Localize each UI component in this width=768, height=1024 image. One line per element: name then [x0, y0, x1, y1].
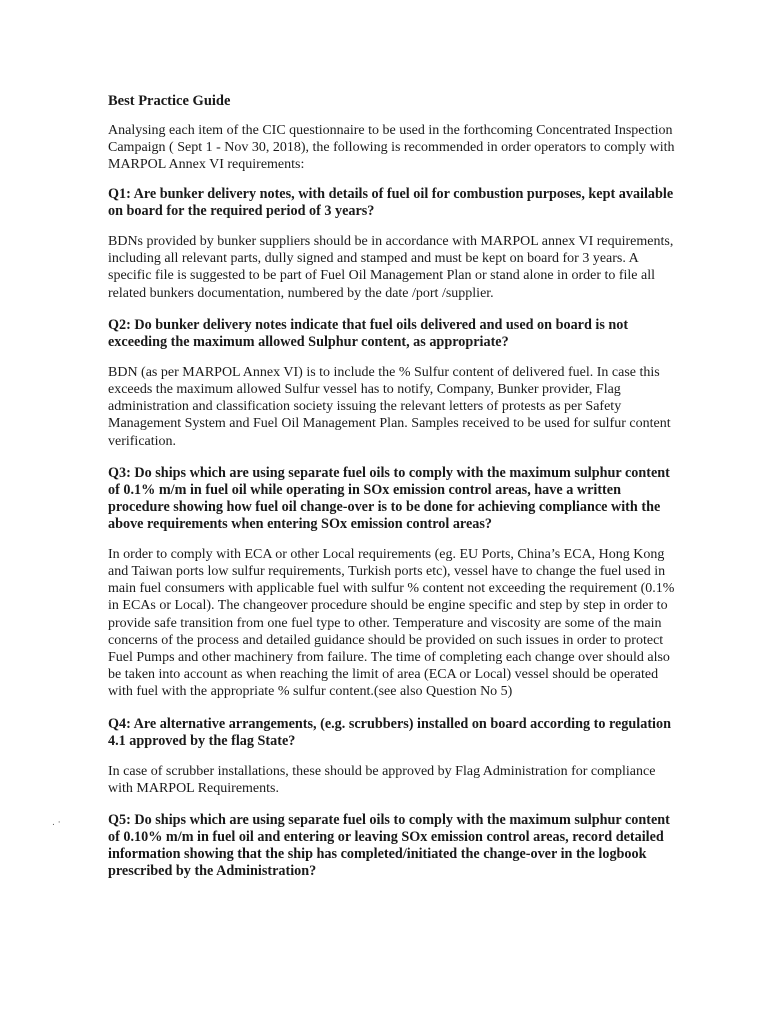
question-1: Q1: Are bunker delivery notes, with details of fuel oil for combustion purposes, kept available on board for the required period of 3 years? [108, 186, 674, 219]
answer-4: In case of scrubber installations, these should be approved by Flag Administration for compliance with MARPOL Requirements. [108, 763, 656, 796]
answer-1: BDNs provided by bunker suppliers should be in accordance with MARPOL annex VI requirements, including all relevant parts, dully signed and stamped and must be kept on board for 3 years. A specific file is suggested to be part of Fuel Oil Management Plan or stand alone in order to file all related bunkers documentation, numbered by the date /port /supplier. [108, 234, 674, 301]
qa-item-5 [108, 812, 678, 880]
intro-paragraph: Analysing each item of the CIC questionnaire to be used in the forthcoming Concentrated Inspection Campaign ( Sept 1 - Nov 30, 2018), the following is recommended in order operators to comply with MARPOL Annex VI requirements: [108, 123, 675, 172]
qa-item-3 [108, 465, 678, 701]
question-3: Q3: Do ships which are using separate fuel oils to comply with the maximum sulphur content of 0.1% m/m in fuel oil while operating in SOx emission control areas, have a written procedure showing how fuel oil change-over is to be done for achieving compliance with the above requirements when entering SOx emission control areas? [108, 464, 670, 532]
document-title: Best Practice Guide [108, 93, 231, 109]
scan-speck-mark: . · [52, 818, 61, 828]
question-5: Q5: Do ships which are using separate fuel oils to comply with the maximum sulphur content of 0.10% m/m in fuel oil and entering or leaving SOx emission control areas, record detailed information showing that the ship has completed/initiated the change-over in the logbook prescribed by the Administration? [108, 812, 670, 880]
document-page [108, 92, 678, 893]
qa-item-4 [108, 716, 678, 797]
answer-2: BDN (as per MARPOL Annex VI) is to include the % Sulfur content of delivered fuel. In case this exceeds the maximum allowed Sulfur vessel has to notify, Company, Bunker provider, Flag administration and classification society issuing the relevant letters of protests as per Safety Management System and Fuel Oil Management Plan. Samples received to be used for sulfur content verification. [108, 364, 671, 449]
qa-item-2 [108, 317, 678, 450]
answer-3: In order to comply with ECA or other Local requirements (eg. EU Ports, China’s ECA, Hong Kong and Taiwan ports low sulfur requirements, Turkish ports etc), vessel have to change the fuel used in main fuel consumers with applicable fuel with sulfur % content not exceeding the requirement (0.1% in ECAs or Local). The changeover procedure should be engine specific and step by step in order to provide safe transition from one fuel type to other. Temperature and viscosity are some of the main concerns of the process and detailed guidance should be provided on such issues in order to protect Fuel Pumps and other machinery from failure. The time of completing each change over should also be taken into account as when reaching the limit of area (ECA or Local) vessel should be operated with fuel with the appropriate % sulfur content.(see also Question No 5) [108, 546, 675, 700]
question-2: Q2: Do bunker delivery notes indicate that fuel oils delivered and used on board is not exceeding the maximum allowed Sulphur content, as appropriate? [108, 316, 629, 350]
question-4: Q4: Are alternative arrangements, (e.g. scrubbers) installed on board according to regulation 4.1 approved by the flag State? [108, 715, 671, 749]
qa-item-1 [108, 186, 678, 302]
